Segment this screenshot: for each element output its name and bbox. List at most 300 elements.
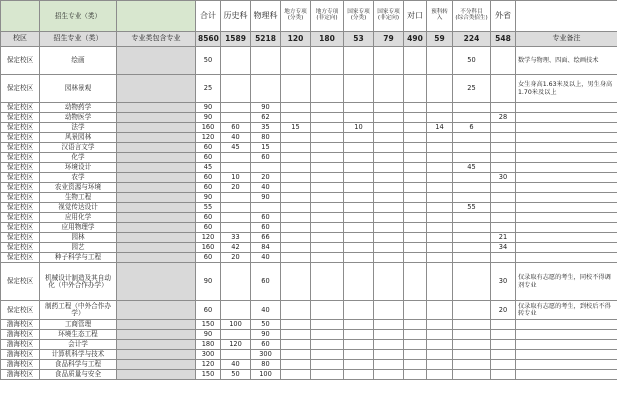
local-a-cell (281, 173, 311, 183)
national-a-cell (344, 233, 374, 243)
total-cell: 60 (196, 223, 221, 233)
included-cell (117, 350, 196, 360)
prep-cell (427, 370, 453, 380)
counterpart-cell (404, 75, 427, 103)
out-province-cell (491, 75, 516, 103)
table-body (1, 47, 617, 380)
national-b-cell (374, 233, 404, 243)
prep-cell (427, 253, 453, 263)
national-b-cell (374, 213, 404, 223)
campus-cell: 保定校区 (1, 253, 40, 263)
physics-cell: 60 (251, 153, 281, 163)
physics-cell: 60 (251, 263, 281, 301)
major-cell: 机械设计制造及其自动化（中外合作办学） (40, 263, 117, 301)
physics-cell: 60 (251, 340, 281, 350)
included-cell (117, 263, 196, 301)
total-cell: 90 (196, 113, 221, 123)
remark-cell (516, 113, 617, 123)
prep-cell (427, 153, 453, 163)
campus-cell: 保定校区 (1, 263, 40, 301)
header-major: 招生专业（类） (40, 1, 117, 32)
header-national-a: 国家专项 (分类) (344, 1, 374, 32)
prep-cell (427, 340, 453, 350)
out-province-cell (491, 103, 516, 113)
nosplit-cell (453, 153, 491, 163)
prep-cell (427, 350, 453, 360)
physics-cell: 66 (251, 233, 281, 243)
out-province-cell: 30 (491, 173, 516, 183)
major-cell: 应用化学 (40, 213, 117, 223)
remark-cell (516, 253, 617, 263)
table-row (1, 320, 617, 330)
table-row (1, 213, 617, 223)
national-b-cell (374, 47, 404, 75)
local-b-cell (311, 75, 344, 103)
local-a-cell (281, 113, 311, 123)
history-cell (221, 193, 251, 203)
nosplit-cell: 45 (453, 163, 491, 173)
out-province-cell: 30 (491, 263, 516, 301)
nosplit-cell (453, 350, 491, 360)
table-row (1, 350, 617, 360)
history-cell: 45 (221, 143, 251, 153)
summary-total: 8560 (196, 32, 221, 47)
national-b-cell (374, 153, 404, 163)
total-cell: 60 (196, 253, 221, 263)
history-cell (221, 163, 251, 173)
nosplit-cell (453, 183, 491, 193)
national-a-cell (344, 47, 374, 75)
summary-major: 招生专业（类） (40, 32, 117, 47)
included-cell (117, 113, 196, 123)
campus-cell: 渤海校区 (1, 370, 40, 380)
total-cell: 55 (196, 203, 221, 213)
out-province-cell (491, 213, 516, 223)
header-out-province: 外省 (491, 1, 516, 32)
national-a-cell (344, 243, 374, 253)
nosplit-cell (453, 340, 491, 350)
total-cell: 50 (196, 47, 221, 75)
prep-cell (427, 320, 453, 330)
physics-cell (251, 75, 281, 103)
local-a-cell (281, 243, 311, 253)
included-cell (117, 233, 196, 243)
remark-cell: 女生身高1.63米及以上，男生身高1.70米及以上 (516, 75, 617, 103)
total-cell: 90 (196, 263, 221, 301)
history-cell (221, 330, 251, 340)
included-cell (117, 133, 196, 143)
remark-cell (516, 243, 617, 253)
national-a-cell (344, 183, 374, 193)
national-a-cell (344, 213, 374, 223)
nosplit-cell (453, 173, 491, 183)
national-b-cell (374, 113, 404, 123)
physics-cell: 50 (251, 320, 281, 330)
local-b-cell (311, 113, 344, 123)
out-province-cell (491, 193, 516, 203)
prep-cell (427, 133, 453, 143)
local-a-cell (281, 153, 311, 163)
included-cell (117, 203, 196, 213)
national-a-cell (344, 340, 374, 350)
summary-national-a: 53 (344, 32, 374, 47)
national-a-cell (344, 163, 374, 173)
major-cell: 会计学 (40, 340, 117, 350)
nosplit-cell (453, 133, 491, 143)
local-a-cell (281, 340, 311, 350)
counterpart-cell (404, 370, 427, 380)
physics-cell: 62 (251, 113, 281, 123)
campus-cell: 渤海校区 (1, 340, 40, 350)
header-nosplit: 不分科目 (综合类招生) (453, 1, 491, 32)
out-province-cell (491, 350, 516, 360)
local-b-cell (311, 103, 344, 113)
major-cell: 化学 (40, 153, 117, 163)
national-a-cell (344, 330, 374, 340)
major-cell: 应用物理学 (40, 223, 117, 233)
counterpart-cell (404, 340, 427, 350)
remark-cell (516, 203, 617, 213)
local-a-cell (281, 103, 311, 113)
remark-cell (516, 320, 617, 330)
included-cell (117, 301, 196, 320)
remark-cell: 仅录取有志愿的考生，同校不得调剂专业 (516, 263, 617, 301)
included-cell (117, 213, 196, 223)
table-row (1, 123, 617, 133)
counterpart-cell (404, 163, 427, 173)
history-cell: 20 (221, 183, 251, 193)
out-province-cell (491, 163, 516, 173)
total-cell: 60 (196, 183, 221, 193)
summary-national-b: 79 (374, 32, 404, 47)
campus-cell: 保定校区 (1, 243, 40, 253)
history-cell: 42 (221, 243, 251, 253)
counterpart-cell (404, 123, 427, 133)
out-province-cell (491, 47, 516, 75)
included-cell (117, 103, 196, 113)
major-cell: 生物工程 (40, 193, 117, 203)
history-cell: 50 (221, 370, 251, 380)
counterpart-cell (404, 320, 427, 330)
local-b-cell (311, 213, 344, 223)
table-row (1, 263, 617, 301)
total-cell: 90 (196, 330, 221, 340)
total-cell: 120 (196, 233, 221, 243)
national-a-cell (344, 153, 374, 163)
nosplit-cell (453, 143, 491, 153)
total-cell: 45 (196, 163, 221, 173)
included-cell (117, 47, 196, 75)
total-cell: 25 (196, 75, 221, 103)
counterpart-cell (404, 203, 427, 213)
nosplit-cell (453, 301, 491, 320)
total-cell: 60 (196, 213, 221, 223)
counterpart-cell (404, 133, 427, 143)
nosplit-cell: 25 (453, 75, 491, 103)
local-b-cell (311, 133, 344, 143)
nosplit-cell (453, 103, 491, 113)
national-b-cell (374, 103, 404, 113)
major-cell: 食品质量与安全 (40, 370, 117, 380)
remark-cell (516, 133, 617, 143)
campus-cell: 渤海校区 (1, 360, 40, 370)
national-a-cell (344, 263, 374, 301)
counterpart-cell (404, 153, 427, 163)
major-cell: 园林 (40, 233, 117, 243)
national-b-cell (374, 330, 404, 340)
prep-cell (427, 213, 453, 223)
national-a-cell (344, 113, 374, 123)
local-b-cell (311, 223, 344, 233)
prep-cell (427, 330, 453, 340)
campus-cell: 保定校区 (1, 133, 40, 143)
out-province-cell (491, 153, 516, 163)
local-b-cell (311, 143, 344, 153)
history-cell: 100 (221, 320, 251, 330)
national-a-cell (344, 75, 374, 103)
summary-local-b: 180 (311, 32, 344, 47)
history-cell: 40 (221, 360, 251, 370)
major-cell: 环境设计 (40, 163, 117, 173)
prep-cell (427, 193, 453, 203)
out-province-cell (491, 123, 516, 133)
included-cell (117, 340, 196, 350)
history-cell: 33 (221, 233, 251, 243)
campus-cell: 保定校区 (1, 113, 40, 123)
campus-cell: 渤海校区 (1, 320, 40, 330)
campus-cell: 保定校区 (1, 123, 40, 133)
history-cell (221, 213, 251, 223)
remark-cell (516, 223, 617, 233)
summary-physics: 5218 (251, 32, 281, 47)
prep-cell (427, 233, 453, 243)
remark-cell (516, 233, 617, 243)
history-cell (221, 301, 251, 320)
header-total: 合计 (196, 1, 221, 32)
total-cell: 120 (196, 360, 221, 370)
nosplit-cell: 6 (453, 123, 491, 133)
campus-cell: 保定校区 (1, 103, 40, 113)
national-a-cell (344, 360, 374, 370)
local-b-cell (311, 183, 344, 193)
national-a-cell (344, 173, 374, 183)
local-a-cell (281, 183, 311, 193)
included-cell (117, 320, 196, 330)
out-province-cell (491, 253, 516, 263)
prep-cell (427, 360, 453, 370)
national-b-cell (374, 253, 404, 263)
summary-campus: 校区 (1, 32, 40, 47)
physics-cell: 300 (251, 350, 281, 360)
table-row (1, 223, 617, 233)
local-a-cell (281, 75, 311, 103)
included-cell (117, 153, 196, 163)
national-b-cell (374, 143, 404, 153)
prep-cell (427, 243, 453, 253)
local-b-cell (311, 301, 344, 320)
physics-cell: 40 (251, 183, 281, 193)
out-province-cell: 28 (491, 113, 516, 123)
national-a-cell (344, 133, 374, 143)
summary-counterpart: 490 (404, 32, 427, 47)
local-a-cell (281, 330, 311, 340)
table-row (1, 163, 617, 173)
total-cell: 160 (196, 243, 221, 253)
total-cell: 150 (196, 370, 221, 380)
history-cell (221, 203, 251, 213)
national-b-cell (374, 301, 404, 320)
national-b-cell (374, 320, 404, 330)
header-remark (516, 1, 617, 32)
nosplit-cell (453, 320, 491, 330)
physics-cell: 80 (251, 360, 281, 370)
local-a-cell (281, 320, 311, 330)
physics-cell: 35 (251, 123, 281, 133)
local-a-cell (281, 223, 311, 233)
major-cell: 汉语言文学 (40, 143, 117, 153)
table-row (1, 173, 617, 183)
national-a-cell (344, 103, 374, 113)
total-cell: 160 (196, 123, 221, 133)
local-b-cell (311, 243, 344, 253)
physics-cell: 80 (251, 133, 281, 143)
local-a-cell (281, 213, 311, 223)
counterpart-cell (404, 233, 427, 243)
campus-cell: 保定校区 (1, 47, 40, 75)
table-row (1, 370, 617, 380)
counterpart-cell (404, 301, 427, 320)
remark-cell (516, 163, 617, 173)
local-a-cell (281, 301, 311, 320)
major-cell: 计算机科学与技术 (40, 350, 117, 360)
local-a-cell (281, 350, 311, 360)
nosplit-cell (453, 113, 491, 123)
total-cell: 60 (196, 301, 221, 320)
history-cell (221, 103, 251, 113)
out-province-cell (491, 143, 516, 153)
national-a-cell (344, 223, 374, 233)
total-cell: 150 (196, 320, 221, 330)
local-b-cell (311, 253, 344, 263)
major-cell: 视觉传达设计 (40, 203, 117, 213)
table-row (1, 75, 617, 103)
physics-cell (251, 203, 281, 213)
counterpart-cell (404, 47, 427, 75)
prep-cell (427, 103, 453, 113)
counterpart-cell (404, 330, 427, 340)
local-b-cell (311, 203, 344, 213)
summary-local-a: 120 (281, 32, 311, 47)
total-cell: 180 (196, 340, 221, 350)
national-b-cell (374, 263, 404, 301)
local-a-cell (281, 193, 311, 203)
remark-cell: 数学与物理、四面、绘画技术 (516, 47, 617, 75)
out-province-cell (491, 330, 516, 340)
total-cell: 60 (196, 143, 221, 153)
local-a-cell (281, 253, 311, 263)
physics-cell: 90 (251, 193, 281, 203)
campus-cell: 保定校区 (1, 173, 40, 183)
summary-prep: 59 (427, 32, 453, 47)
local-a-cell (281, 133, 311, 143)
history-cell: 120 (221, 340, 251, 350)
national-a-cell: 10 (344, 123, 374, 133)
table-row (1, 330, 617, 340)
national-a-cell (344, 320, 374, 330)
national-a-cell (344, 253, 374, 263)
included-cell (117, 173, 196, 183)
nosplit-cell (453, 253, 491, 263)
local-b-cell (311, 173, 344, 183)
table-row (1, 340, 617, 350)
remark-cell (516, 153, 617, 163)
nosplit-cell (453, 213, 491, 223)
local-a-cell (281, 370, 311, 380)
included-cell (117, 183, 196, 193)
local-a-cell: 15 (281, 123, 311, 133)
counterpart-cell (404, 193, 427, 203)
major-cell: 法学 (40, 123, 117, 133)
local-a-cell (281, 143, 311, 153)
counterpart-cell (404, 243, 427, 253)
nosplit-cell (453, 193, 491, 203)
total-cell: 90 (196, 103, 221, 113)
nosplit-cell (453, 243, 491, 253)
national-a-cell (344, 370, 374, 380)
remark-cell: 仅录取有志愿的考生，到校后不得转专业 (516, 301, 617, 320)
major-cell: 绘画 (40, 47, 117, 75)
national-b-cell (374, 350, 404, 360)
prep-cell (427, 173, 453, 183)
counterpart-cell (404, 263, 427, 301)
remark-cell (516, 183, 617, 193)
included-cell (117, 223, 196, 233)
counterpart-cell (404, 253, 427, 263)
history-cell: 10 (221, 173, 251, 183)
history-cell (221, 153, 251, 163)
physics-cell: 60 (251, 223, 281, 233)
campus-cell: 保定校区 (1, 193, 40, 203)
national-b-cell (374, 370, 404, 380)
table-row (1, 133, 617, 143)
included-cell (117, 243, 196, 253)
prep-cell (427, 143, 453, 153)
header-local-a: 地方专项 (分类) (281, 1, 311, 32)
table-row (1, 301, 617, 320)
national-a-cell (344, 301, 374, 320)
local-b-cell (311, 370, 344, 380)
local-a-cell (281, 360, 311, 370)
included-cell (117, 253, 196, 263)
remark-cell (516, 103, 617, 113)
header-counterpart: 对口 (404, 1, 427, 32)
table-row (1, 193, 617, 203)
campus-cell: 保定校区 (1, 301, 40, 320)
national-b-cell (374, 75, 404, 103)
campus-cell: 保定校区 (1, 143, 40, 153)
major-cell: 园艺 (40, 243, 117, 253)
local-b-cell (311, 350, 344, 360)
summary-included: 专业类包含专业 (117, 32, 196, 47)
major-cell: 动物医学 (40, 113, 117, 123)
counterpart-cell (404, 173, 427, 183)
remark-cell (516, 340, 617, 350)
remark-cell (516, 123, 617, 133)
out-province-cell (491, 370, 516, 380)
major-cell: 农学 (40, 173, 117, 183)
out-province-cell: 20 (491, 301, 516, 320)
summary-nosplit: 224 (453, 32, 491, 47)
